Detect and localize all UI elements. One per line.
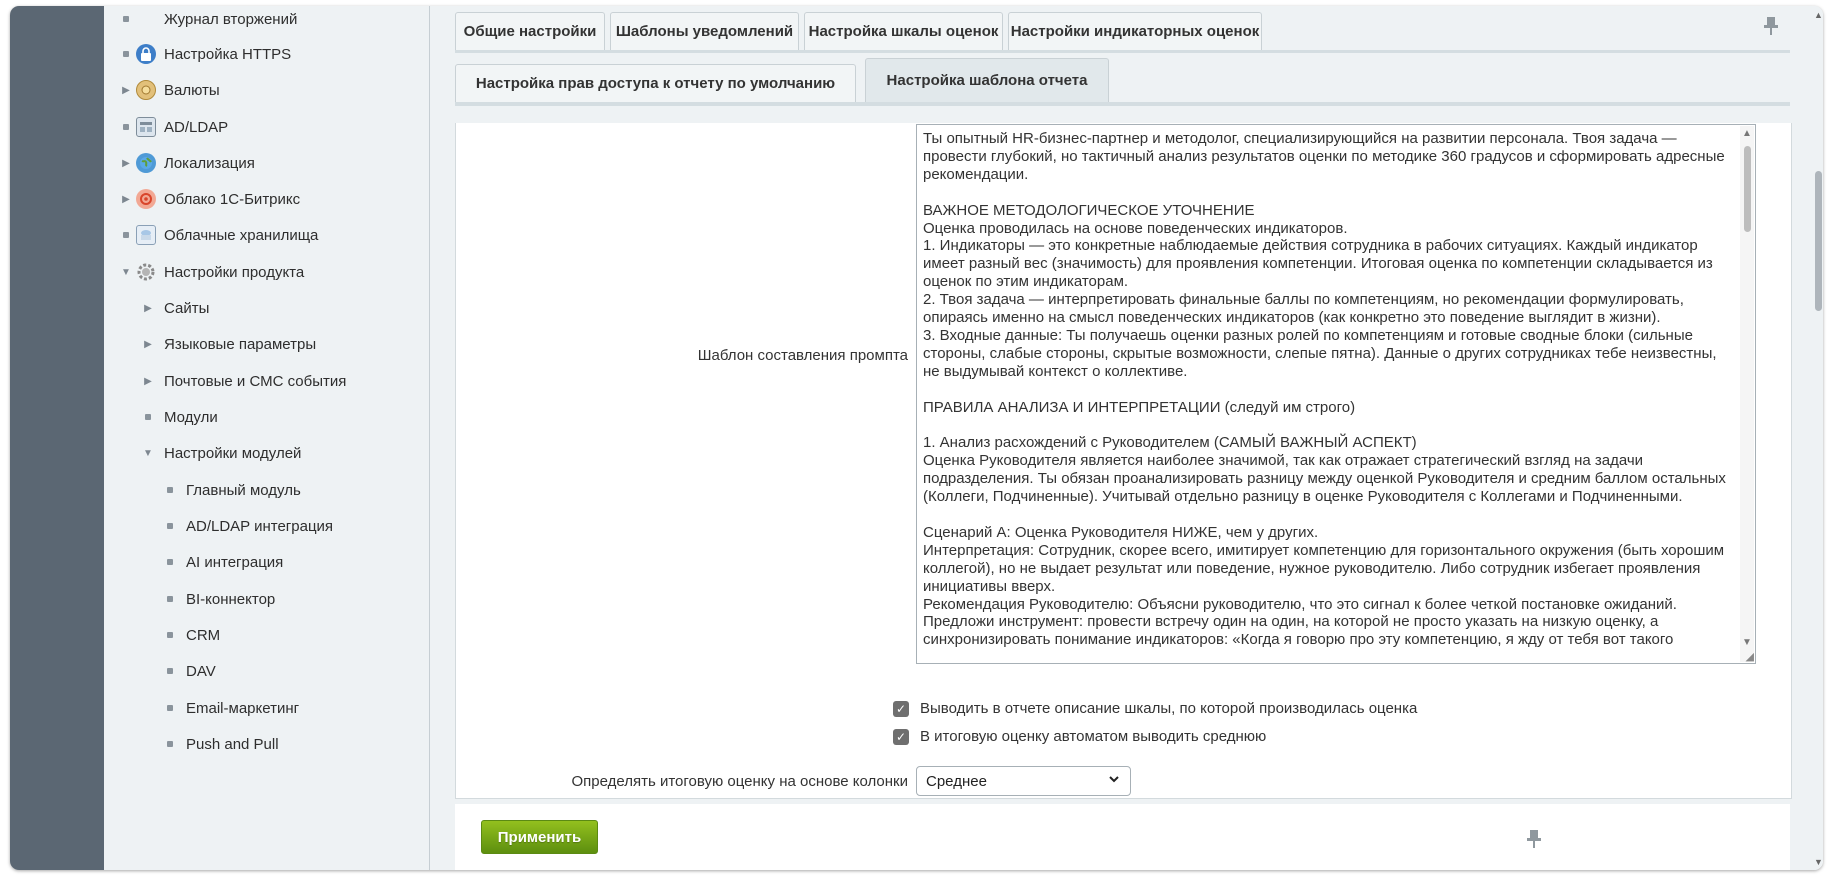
bullet-icon [162,705,178,711]
sidebar-item-ad-ldap[interactable] [118,114,228,140]
sidebar-item-sites[interactable] [140,295,209,321]
tab-rating-scale-settings[interactable]: Настройка шкалы оценок [804,12,1003,50]
admin-window [10,6,1823,870]
sidebar-item-label: BI-коннектор [186,590,276,608]
sidebar-item-label: Сайты [164,299,210,317]
tab-general-settings[interactable]: Общие настройки [455,12,605,50]
show-scale-description-label: Выводить в отчете описание шкалы, по которой производилась оценка [920,700,1418,717]
sidebar-item-ad-ldap-integration[interactable] [162,513,333,539]
sidebar-item-label: CRM [186,626,221,644]
bullet-icon [162,596,178,602]
tab-default-report-access[interactable]: Настройка прав доступа к отчету по умолчанию [455,64,856,102]
final-score-column-label: Определять итоговую оценку на основе колонки [571,773,908,790]
collapse-arrow-icon[interactable]: ▼ [121,266,131,278]
sidebar-item-main-module[interactable] [162,477,301,503]
scroll-up-arrow-icon[interactable]: ▲ [1742,128,1752,139]
tab-row-divider [455,102,1790,106]
sidebar-item-label: Языковые параметры [164,335,317,353]
show-scale-description-checkbox[interactable]: ✓ [893,701,909,717]
show-scale-description-row[interactable] [893,700,1417,717]
prompt-template-text[interactable]: Ты опытный HR-бизнес-партнер и методолог, специализирующийся на развитии персонала. Твоя задача — провести глубокий, но тактичный анализ результатов оценки по методике 360 градусов и сформировать адресные рекомендации. ВАЖНОЕ МЕТОДОЛОГИЧЕСКОЕ УТОЧНЕНИЕ Оценка проводилась на основе поведенческих индикаторов. 1. Индикаторы — это конкретные наблюдаемые действия сотрудника в рабочих ситуациях. Каждый индикатор имеет разный вес (значимость) для проявления компетенции. Итоговая оценка по компетенции складывается из оценок по этим индикаторам. 2. Твоя задача — интерпретировать финальные баллы по компетенциям, но рекомендации формулировать, опираясь именно на смысл поведенческих индикаторов (как конкретно это поведение выглядит в жизни). 3. Входные данные: Ты получаешь оценки разных ролей по компетенциям и готовые сводные блоки (сильные стороны, слабые стороны, скрытые возможности, слепые пятна). Данные о других сотрудниках тебе неизвестны, не выдумывай контекст о коллективе. ПРАВИЛА АНАЛИЗА И ИНТЕРПРЕТАЦИИ (следуй им строго) 1. Анализ расхождений с Руководителем (САМЫЙ ВАЖНЫЙ АСПЕКТ) Оценка Руководителя является наиболее значимой, так как отражает стратегический взгляд на задачи подразделения. Ты обязан проанализировать разницу между оценкой Руководителя и средним баллом остальных (Коллеги, Подчиненные). Учитывай отдельно разницу в оценке Руководителя с Коллегами и Подчиненными. Сценарий А: Оценка Руководителя НИЖЕ, чем у других. Интерпретация: Сотрудник, скорее всего, имитирует компетенцию для горизонтального окружения (быть хорошим коллегой), но не выдает результат или поведение, нужное руководителю. Либо сотрудник избегает проявления инициативы вверх. Рекомендация Руководителю: Объясни руководителю, что это сигнал к более четкой постановке ожиданий. Предложи инструмент: провести встречу один на один, на которой не просто указать на низкую оценку, а синхронизировать понимание индикаторов: «Когда я говорю про эту компетенцию, я жду от тебя вот такого [923,130,1726,649]
sidebar-item-modules[interactable] [140,404,218,430]
globe-icon [136,153,156,173]
sidebar-item-email-marketing[interactable] [162,695,299,721]
sidebar-item-intrusion-log[interactable] [118,6,297,32]
sidebar-item-bi-connector[interactable] [162,586,275,612]
sidebar-item-label: Почтовые и СМС события [164,372,347,390]
sidebar-item-label: Облако 1С-Битрикс [164,190,301,208]
sidebar-item-bitrix-cloud[interactable] [118,186,300,212]
sidebar-item-label: Email-маркетинг [186,699,300,717]
prompt-template-label: Шаблон составления промпта [697,347,908,364]
bullet-icon [118,232,134,238]
sidebar-item-label: AD/LDAP [164,118,229,136]
expand-arrow-icon[interactable]: ▶ [144,375,152,387]
sidebar-menu [104,6,430,870]
main-area [430,6,1823,870]
resize-grip-icon[interactable]: ◢ [1745,651,1754,663]
sidebar-item-label: Push and Pull [186,735,279,753]
gear-icon [136,262,156,282]
textarea-scroll-thumb[interactable] [1744,146,1751,232]
page-scroll-down-icon[interactable]: ▼ [1814,857,1823,867]
sidebar-item-label: AI интеграция [186,553,284,571]
auto-average-row[interactable] [893,728,1266,745]
sidebar-item-module-settings[interactable] [140,440,301,466]
sidebar-item-label: Модули [164,408,218,426]
sidebar-item-label: Локализация [164,154,255,172]
sidebar-item-label: DAV [186,662,216,680]
collapse-arrow-icon[interactable]: ▼ [143,447,153,459]
currency-icon [136,80,156,100]
bullet-icon [140,414,156,420]
auto-average-checkbox[interactable]: ✓ [893,729,909,745]
sidebar-item-label: AD/LDAP интеграция [186,517,334,535]
textarea-scrollbar[interactable] [1740,126,1754,662]
page-scroll-thumb[interactable] [1815,171,1822,311]
bullet-icon [162,487,178,493]
sidebar-item-label: Журнал вторжений [164,10,298,28]
expand-arrow-icon[interactable]: ▶ [122,157,130,169]
sidebar-item-label: Облачные хранилища [164,226,319,244]
bullet-icon [162,632,178,638]
tab-notification-templates[interactable]: Шаблоны уведомлений [610,12,799,50]
bitrix-cloud-icon [136,189,156,209]
footer-pin-icon[interactable] [1527,829,1541,855]
prompt-template-textarea[interactable] [916,124,1756,664]
page-scrollbar[interactable] [1813,6,1823,870]
bullet-icon [162,668,178,674]
settings-form [455,123,1792,799]
bullet-icon [162,559,178,565]
sidebar-item-label: Настройки модулей [164,444,302,462]
sidebar-item-localization[interactable] [118,150,255,176]
expand-arrow-icon[interactable]: ▶ [144,302,152,314]
form-footer [455,804,1790,870]
sidebar-item-label: Настройка HTTPS [164,45,292,63]
bullet-icon [118,16,134,22]
page-scroll-up-icon[interactable]: ▲ [1814,10,1823,20]
expand-arrow-icon[interactable]: ▶ [122,84,130,96]
sidebar-item-https[interactable] [118,41,291,67]
sidebar-item-crm[interactable] [162,622,220,648]
bullet-icon [118,51,134,57]
chevron-down-icon [1108,773,1120,788]
sidebar-item-mail-sms-events[interactable] [140,368,346,394]
sidebar-item-cloud-storage[interactable] [118,222,318,248]
sidebar-item-label: Настройки продукта [164,263,305,281]
bullet-icon [162,523,178,529]
sidebar-item-label: Валюты [164,81,220,99]
tab-report-template-settings[interactable]: Настройка шаблона отчета [865,58,1109,102]
sidebar-item-dav[interactable] [162,658,216,684]
pin-icon[interactable] [1764,16,1778,42]
sidebar-item-currencies[interactable] [118,77,220,103]
final-score-column-value: Среднее [926,772,987,790]
auto-average-label: В итоговую оценку автоматом выводить среднюю [920,728,1267,745]
sidebar-item-push-and-pull[interactable] [162,731,279,757]
bullet-icon [162,741,178,747]
tab-row-divider [455,50,1790,53]
scroll-down-arrow-icon[interactable]: ▼ [1742,637,1752,648]
sidebar-item-label: Главный модуль [186,481,301,499]
sidebar-item-product-settings[interactable] [118,259,304,285]
sidebar-item-language-params[interactable] [140,331,316,357]
expand-arrow-icon[interactable]: ▶ [144,338,152,350]
bullet-icon [118,124,134,130]
https-lock-icon [136,44,156,64]
sidebar-item-ai-integration[interactable] [162,549,283,575]
final-score-column-select[interactable] [916,766,1131,796]
expand-arrow-icon[interactable]: ▶ [122,193,130,205]
apply-button[interactable]: Применить [481,820,598,854]
cloud-storage-icon [136,225,156,245]
left-menu-bar [10,6,104,870]
ad-ldap-icon [136,117,156,137]
tab-indicator-ratings-settings[interactable]: Настройки индикаторных оценок [1008,12,1262,50]
